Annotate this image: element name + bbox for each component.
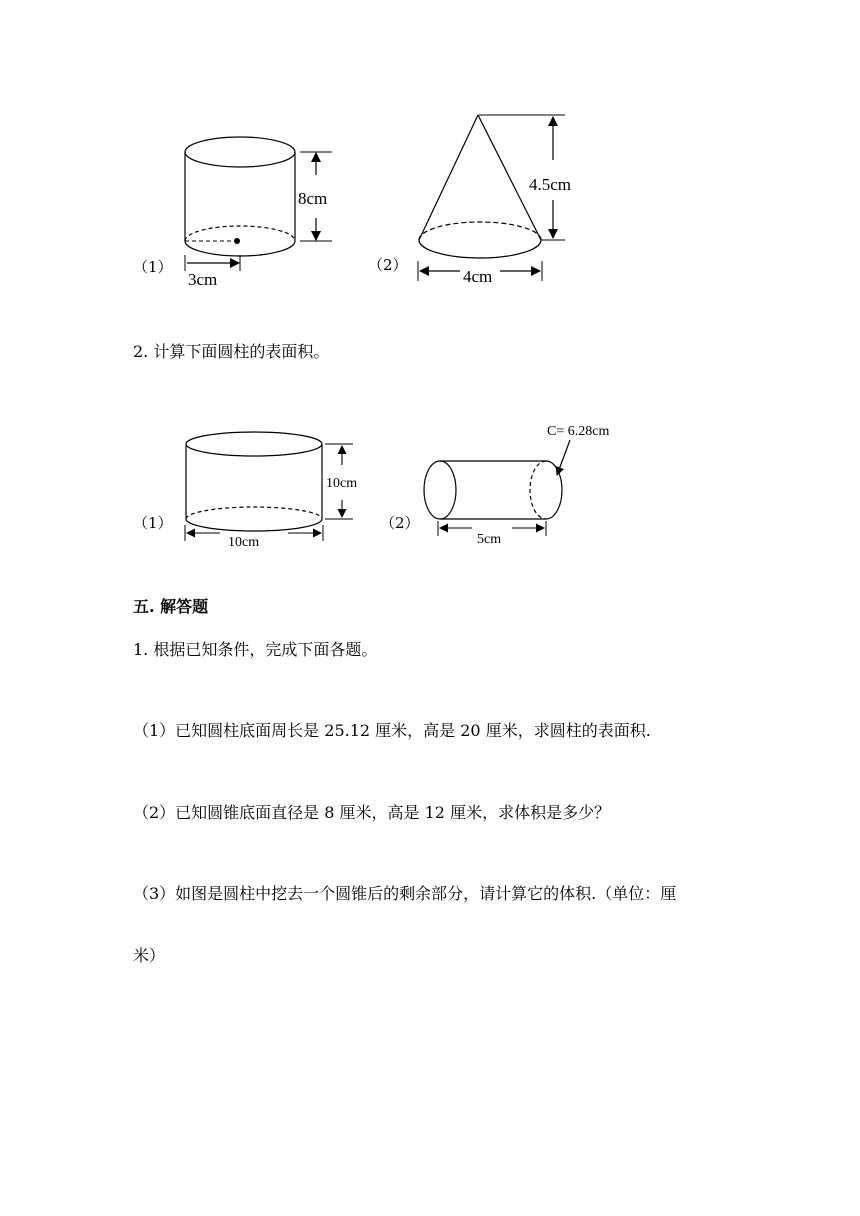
cone-height-label: 4.5cm	[529, 175, 572, 194]
question-1-title: 1. 根据已知条件，完成下面各题。	[133, 640, 378, 659]
center-dot	[234, 238, 240, 244]
section-5-heading: 五. 解答题	[133, 597, 209, 616]
figure-1-label: （1）	[133, 258, 173, 276]
figure-2-label: （2）	[368, 256, 408, 274]
subquestion-1: （1）已知圆柱底面周长是 25.12 厘米，高是 20 厘米，求圆柱的表面积.	[133, 721, 651, 740]
cone-base-front	[419, 240, 541, 258]
length-label: 5cm	[477, 532, 502, 547]
cylinder-top-ellipse	[185, 137, 295, 167]
cone-base-back	[419, 222, 541, 240]
subquestion-2: （2）已知圆锥底面直径是 8 厘米，高是 12 厘米，求体积是多少？	[133, 803, 611, 822]
cylinder-bottom-back	[185, 226, 295, 241]
circumference-label: C= 6.28cm	[547, 424, 610, 439]
wide-cylinder-height-label: 10cm	[326, 476, 358, 491]
wide-cylinder-bottom-front	[186, 519, 322, 531]
wide-cylinder-bottom-back	[186, 507, 322, 519]
q2-figure-2-label: （2）	[380, 514, 420, 532]
wide-cylinder-diameter-label: 10cm	[228, 535, 260, 550]
cylinder-height-label: 8cm	[298, 189, 328, 208]
cylinder-figure	[170, 125, 370, 295]
question-2-title: 2. 计算下面圆柱的表面积。	[133, 342, 330, 361]
wide-cylinder-top	[186, 432, 322, 456]
cylinder-radius-label: 3cm	[188, 270, 218, 289]
cone-figure	[405, 105, 605, 295]
wide-cylinder-figure	[175, 425, 375, 555]
subquestion-3-line-1: （3）如图是圆柱中挖去一个圆锥后的剩余部分，请计算它的体积.（单位：厘	[133, 884, 677, 903]
subquestion-3-line-2: 米）	[133, 946, 166, 965]
horizontal-cylinder-left-end	[424, 461, 456, 519]
cylinder-bottom-front	[185, 241, 295, 256]
horizontal-cylinder-figure	[420, 418, 635, 553]
cone-diameter-label: 4cm	[463, 267, 493, 286]
q2-figure-1-label: （1）	[133, 514, 173, 532]
horizontal-cylinder-right-back	[530, 461, 546, 519]
